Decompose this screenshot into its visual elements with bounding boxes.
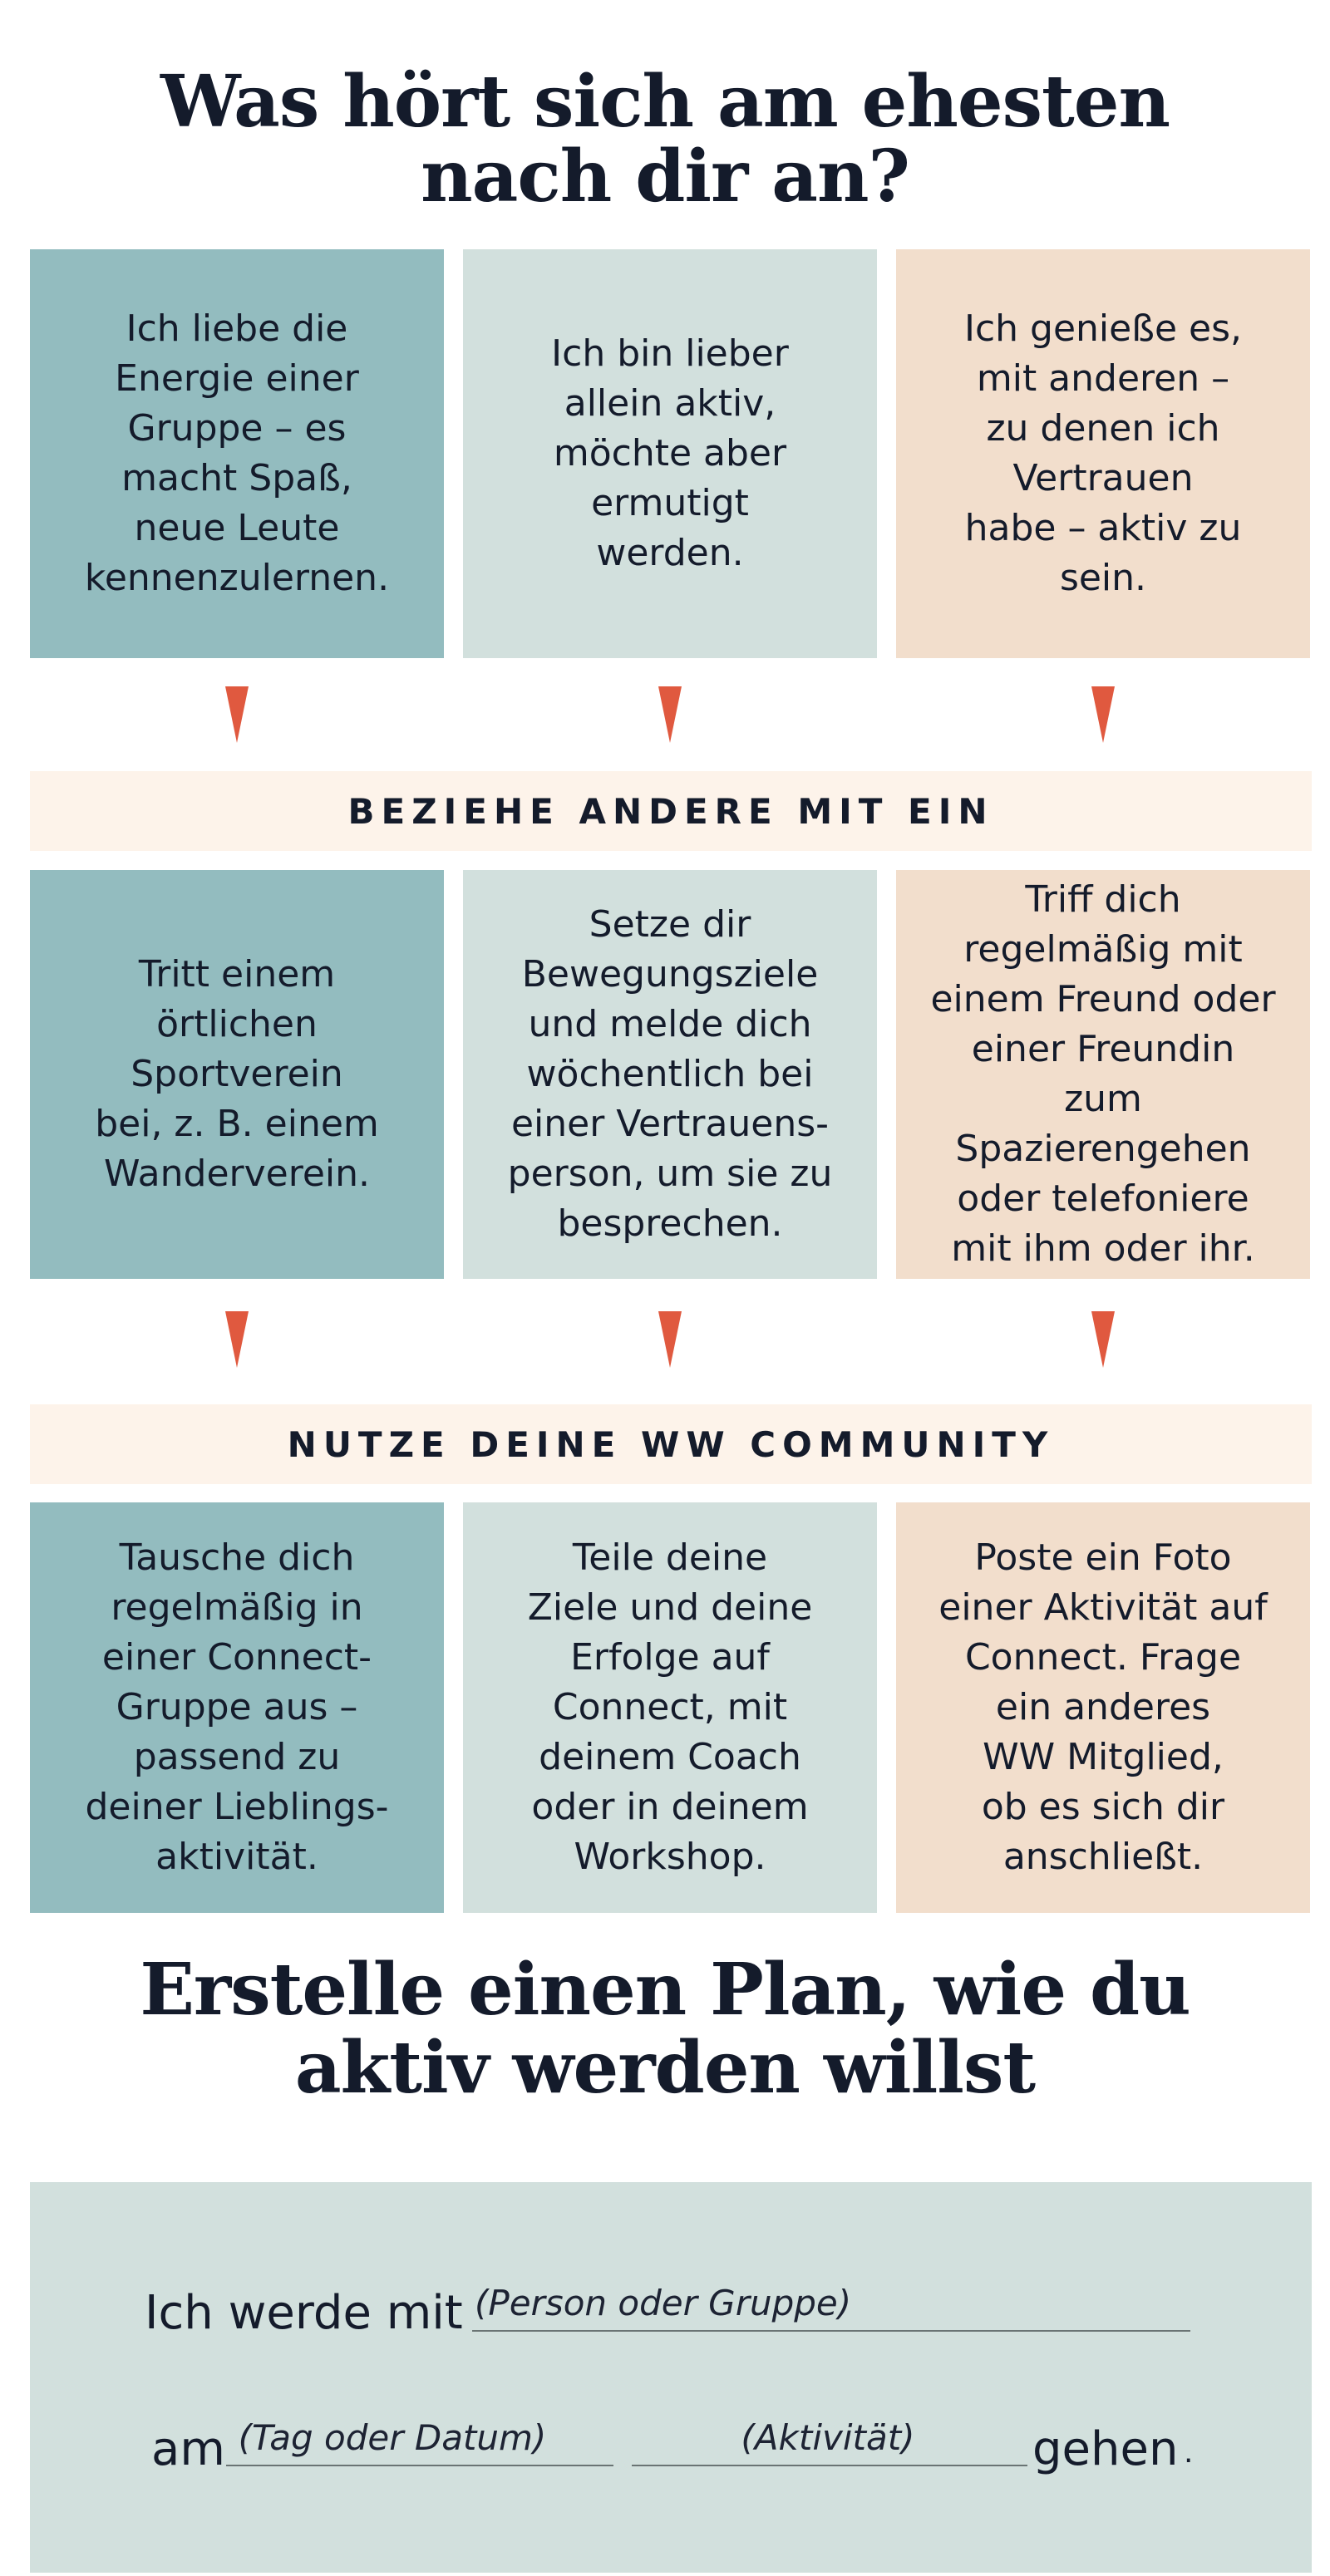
arrow-down-icon xyxy=(225,1311,249,1368)
option-card-group xyxy=(30,249,444,658)
tip-card-sports-club xyxy=(30,870,444,1279)
plan-title-line1: Erstelle einen Plan, wie du xyxy=(140,1948,1190,2032)
card-text: Teile deine Ziele und deine Erfolge auf Connect, mit deinem Coach oder in deinem Workshop. xyxy=(527,1536,813,1878)
person-field[interactable] xyxy=(472,2330,1190,2332)
arrow-down-icon xyxy=(1091,1311,1115,1368)
option-card-trusted xyxy=(896,249,1310,658)
card-text: Ich liebe die Energie einer Gruppe – es macht Spaß, neue Leute kennenzulernen. xyxy=(84,307,390,599)
plan-line2-prefix: am xyxy=(151,2422,225,2476)
plan-title xyxy=(0,1948,1330,2110)
plan-form xyxy=(30,2182,1312,2573)
tip-card-post-photo xyxy=(896,1502,1310,1913)
banner-label: NUTZE DEINE WW COMMUNITY xyxy=(287,1423,1055,1465)
arrow-down-icon xyxy=(658,686,682,743)
card-text: Ich genieße es, mit anderen – zu denen ich Vertrauen habe – aktiv zu sein. xyxy=(964,307,1242,599)
activity-field-hint: (Aktivität) xyxy=(741,2417,915,2458)
tip-card-movement-goals xyxy=(463,870,877,1279)
card-text: Tausche dich regelmäßig in einer Connect- Gruppe aus – passend zu deiner Lieblings- aktivität. xyxy=(85,1536,389,1878)
tip-card-share-goals xyxy=(463,1502,877,1913)
page-title-line2: nach dir an? xyxy=(421,135,909,219)
banner-label: BEZIEHE ANDERE MIT EIN xyxy=(347,790,994,832)
card-text: Tritt einem örtlichen Sportverein bei, z. B. einem Wanderverein. xyxy=(95,953,379,1195)
plan-line2-period: . xyxy=(1184,2436,1194,2470)
activity-field[interactable] xyxy=(632,2465,1027,2466)
arrow-down-icon xyxy=(1091,686,1115,743)
page-title xyxy=(0,60,1330,219)
plan-line2-suffix: gehen xyxy=(1032,2422,1179,2476)
arrow-down-icon xyxy=(658,1311,682,1368)
card-text: Setze dir Bewegungsziele und melde dich wöchentlich bei einer Vertrauens- person, um sie zu besprechen. xyxy=(507,903,833,1245)
section-banner-include-others xyxy=(30,771,1312,851)
plan-title-line2: aktiv werden willst xyxy=(294,2026,1036,2110)
plan-line1-prefix: Ich werde mit xyxy=(145,2286,463,2340)
card-text: Ich bin lieber allein aktiv, möchte aber ermutigt werden. xyxy=(551,332,789,574)
arrow-down-icon xyxy=(225,686,249,743)
tip-card-meet-friend xyxy=(896,870,1310,1279)
option-card-alone xyxy=(463,249,877,658)
tip-card-connect-group xyxy=(30,1502,444,1913)
date-field[interactable] xyxy=(226,2465,613,2466)
date-field-hint: (Tag oder Datum) xyxy=(238,2417,547,2458)
page-title-line1: Was hört sich am ehesten xyxy=(160,60,1170,144)
section-banner-community xyxy=(30,1404,1312,1484)
card-text: Triff dich regelmäßig mit einem Freund oder einer Freundin zum Spazierengehen oder telefoniere mit ihm oder ihr. xyxy=(930,878,1276,1270)
card-text: Poste ein Foto einer Aktivität auf Connect. Frage ein anderes WW Mitglied, ob es sich dir anschließt. xyxy=(938,1536,1268,1878)
person-field-hint: (Person oder Gruppe) xyxy=(475,2283,852,2323)
